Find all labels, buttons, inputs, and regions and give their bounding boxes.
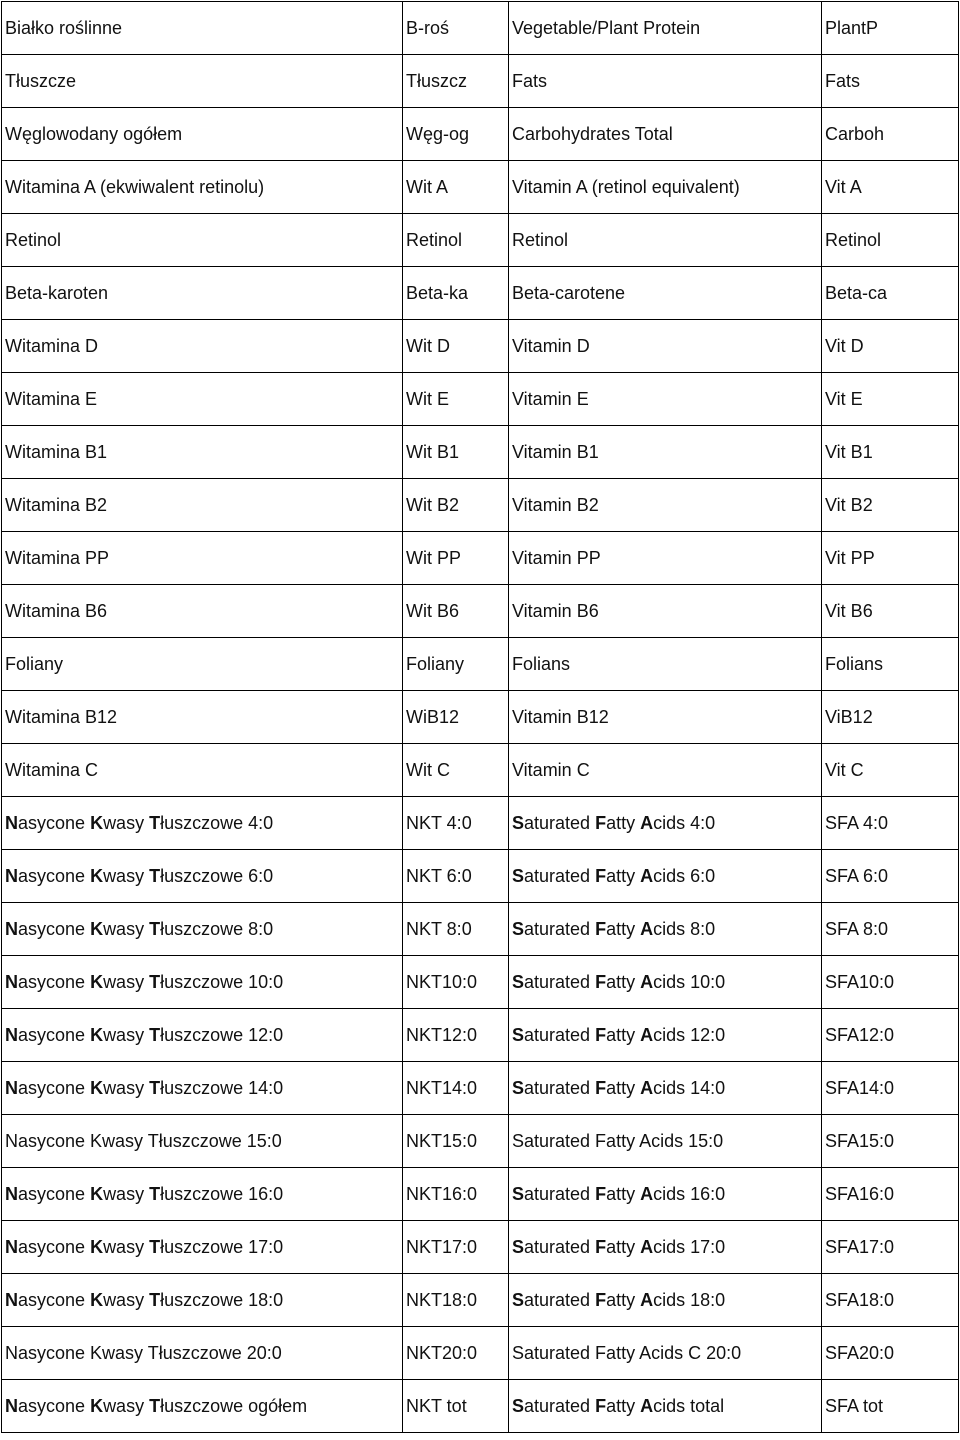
english-name-cell: Carbohydrates Total (509, 108, 822, 161)
polish-name-cell: Nasycone Kwasy Tłuszczowe 18:0 (2, 1274, 403, 1327)
polish-abbrev-cell: Foliany (403, 638, 509, 691)
english-abbrev-cell: SFA10:0 (822, 956, 959, 1009)
polish-abbrev-cell: B-roś (403, 2, 509, 55)
english-name-cell: Fats (509, 55, 822, 108)
polish-abbrev-cell: Retinol (403, 214, 509, 267)
polish-name-cell: Witamina B6 (2, 585, 403, 638)
polish-name-cell: Nasycone Kwasy Tłuszczowe 17:0 (2, 1221, 403, 1274)
polish-abbrev-cell: NKT17:0 (403, 1221, 509, 1274)
table-row (2, 426, 959, 479)
english-name-cell: Vitamin C (509, 744, 822, 797)
polish-name-cell: Witamina D (2, 320, 403, 373)
table-row (2, 691, 959, 744)
english-abbrev-cell: ViB12 (822, 691, 959, 744)
table-row (2, 1115, 959, 1168)
polish-name-cell: Nasycone Kwasy Tłuszczowe 6:0 (2, 850, 403, 903)
english-name-cell: Folians (509, 638, 822, 691)
english-name-cell: Beta-carotene (509, 267, 822, 320)
english-abbrev-cell: SFA 6:0 (822, 850, 959, 903)
english-abbrev-cell: Vit A (822, 161, 959, 214)
polish-name-cell: Węglowodany ogółem (2, 108, 403, 161)
polish-name-cell: Nasycone Kwasy Tłuszczowe 8:0 (2, 903, 403, 956)
english-name-cell: Saturated Fatty Acids 18:0 (509, 1274, 822, 1327)
english-name-cell: Saturated Fatty Acids 10:0 (509, 956, 822, 1009)
english-abbrev-cell: Vit B1 (822, 426, 959, 479)
table-row (2, 744, 959, 797)
english-abbrev-cell: Vit C (822, 744, 959, 797)
english-name-cell: Saturated Fatty Acids 4:0 (509, 797, 822, 850)
polish-name-cell: Witamina PP (2, 532, 403, 585)
table-row (2, 479, 959, 532)
english-name-cell: Vitamin PP (509, 532, 822, 585)
polish-abbrev-cell: NKT 4:0 (403, 797, 509, 850)
polish-abbrev-cell: NKT tot (403, 1380, 509, 1433)
polish-abbrev-cell: Wit E (403, 373, 509, 426)
table-row (2, 585, 959, 638)
english-name-cell: Vitamin A (retinol equivalent) (509, 161, 822, 214)
english-abbrev-cell: SFA20:0 (822, 1327, 959, 1380)
polish-name-cell: Białko roślinne (2, 2, 403, 55)
table-row (2, 850, 959, 903)
english-abbrev-cell: Retinol (822, 214, 959, 267)
polish-name-cell: Tłuszcze (2, 55, 403, 108)
table-row (2, 214, 959, 267)
polish-abbrev-cell: NKT16:0 (403, 1168, 509, 1221)
polish-name-cell: Nasycone Kwasy Tłuszczowe 15:0 (2, 1115, 403, 1168)
english-name-cell: Vitamin B1 (509, 426, 822, 479)
table-row (2, 373, 959, 426)
polish-abbrev-cell: Wit A (403, 161, 509, 214)
english-name-cell: Saturated Fatty Acids 12:0 (509, 1009, 822, 1062)
table-row (2, 956, 959, 1009)
english-name-cell: Vitamin B12 (509, 691, 822, 744)
english-abbrev-cell: SFA 4:0 (822, 797, 959, 850)
table-row (2, 320, 959, 373)
polish-name-cell: Nasycone Kwasy Tłuszczowe 10:0 (2, 956, 403, 1009)
english-abbrev-cell: SFA tot (822, 1380, 959, 1433)
english-name-cell: Saturated Fatty Acids 17:0 (509, 1221, 822, 1274)
table-row (2, 2, 959, 55)
english-abbrev-cell: SFA12:0 (822, 1009, 959, 1062)
polish-name-cell: Beta-karoten (2, 267, 403, 320)
polish-abbrev-cell: NKT18:0 (403, 1274, 509, 1327)
polish-name-cell: Nasycone Kwasy Tłuszczowe 20:0 (2, 1327, 403, 1380)
polish-abbrev-cell: Węg-og (403, 108, 509, 161)
table-row (2, 1274, 959, 1327)
polish-name-cell: Nasycone Kwasy Tłuszczowe 4:0 (2, 797, 403, 850)
table-row (2, 903, 959, 956)
english-name-cell: Vitamin B6 (509, 585, 822, 638)
table-row (2, 532, 959, 585)
table-row (2, 1062, 959, 1115)
english-name-cell: Saturated Fatty Acids 6:0 (509, 850, 822, 903)
polish-abbrev-cell: NKT 6:0 (403, 850, 509, 903)
table-row (2, 1380, 959, 1433)
english-abbrev-cell: Vit B6 (822, 585, 959, 638)
english-name-cell: Saturated Fatty Acids total (509, 1380, 822, 1433)
polish-abbrev-cell: NKT12:0 (403, 1009, 509, 1062)
polish-abbrev-cell: NKT15:0 (403, 1115, 509, 1168)
english-name-cell: Saturated Fatty Acids 14:0 (509, 1062, 822, 1115)
polish-name-cell: Witamina B12 (2, 691, 403, 744)
polish-name-cell: Witamina C (2, 744, 403, 797)
polish-abbrev-cell: Wit B2 (403, 479, 509, 532)
english-abbrev-cell: SFA15:0 (822, 1115, 959, 1168)
english-name-cell: Saturated Fatty Acids 8:0 (509, 903, 822, 956)
polish-abbrev-cell: NKT 8:0 (403, 903, 509, 956)
english-abbrev-cell: Folians (822, 638, 959, 691)
english-abbrev-cell: SFA17:0 (822, 1221, 959, 1274)
polish-abbrev-cell: NKT20:0 (403, 1327, 509, 1380)
polish-name-cell: Nasycone Kwasy Tłuszczowe 12:0 (2, 1009, 403, 1062)
english-abbrev-cell: SFA14:0 (822, 1062, 959, 1115)
english-abbrev-cell: SFA 8:0 (822, 903, 959, 956)
english-name-cell: Vitamin D (509, 320, 822, 373)
polish-abbrev-cell: Wit PP (403, 532, 509, 585)
polish-name-cell: Nasycone Kwasy Tłuszczowe ogółem (2, 1380, 403, 1433)
polish-abbrev-cell: NKT14:0 (403, 1062, 509, 1115)
english-name-cell: Retinol (509, 214, 822, 267)
polish-name-cell: Nasycone Kwasy Tłuszczowe 14:0 (2, 1062, 403, 1115)
english-abbrev-cell: Carboh (822, 108, 959, 161)
table-row (2, 797, 959, 850)
english-abbrev-cell: SFA16:0 (822, 1168, 959, 1221)
table-row (2, 267, 959, 320)
polish-name-cell: Foliany (2, 638, 403, 691)
english-abbrev-cell: Vit D (822, 320, 959, 373)
polish-name-cell: Witamina A (ekwiwalent retinolu) (2, 161, 403, 214)
polish-abbrev-cell: Wit B1 (403, 426, 509, 479)
polish-abbrev-cell: Beta-ka (403, 267, 509, 320)
english-name-cell: Vitamin E (509, 373, 822, 426)
polish-name-cell: Witamina B1 (2, 426, 403, 479)
english-abbrev-cell: Vit E (822, 373, 959, 426)
polish-name-cell: Witamina B2 (2, 479, 403, 532)
english-abbrev-cell: PlantP (822, 2, 959, 55)
polish-abbrev-cell: Wit C (403, 744, 509, 797)
table-row (2, 1221, 959, 1274)
table-row (2, 55, 959, 108)
english-abbrev-cell: Fats (822, 55, 959, 108)
english-name-cell: Saturated Fatty Acids C 20:0 (509, 1327, 822, 1380)
english-name-cell: Saturated Fatty Acids 16:0 (509, 1168, 822, 1221)
polish-abbrev-cell: WiB12 (403, 691, 509, 744)
table-row (2, 1009, 959, 1062)
polish-name-cell: Retinol (2, 214, 403, 267)
english-abbrev-cell: Vit B2 (822, 479, 959, 532)
english-name-cell: Vegetable/Plant Protein (509, 2, 822, 55)
table-row (2, 638, 959, 691)
table-row (2, 1168, 959, 1221)
polish-abbrev-cell: Wit B6 (403, 585, 509, 638)
polish-name-cell: Witamina E (2, 373, 403, 426)
nutrient-table-body (2, 2, 959, 1433)
polish-name-cell: Nasycone Kwasy Tłuszczowe 16:0 (2, 1168, 403, 1221)
english-abbrev-cell: Vit PP (822, 532, 959, 585)
english-name-cell: Vitamin B2 (509, 479, 822, 532)
nutrient-name-table (1, 1, 959, 1433)
polish-abbrev-cell: NKT10:0 (403, 956, 509, 1009)
table-row (2, 161, 959, 214)
polish-abbrev-cell: Wit D (403, 320, 509, 373)
english-abbrev-cell: SFA18:0 (822, 1274, 959, 1327)
english-name-cell: Saturated Fatty Acids 15:0 (509, 1115, 822, 1168)
polish-abbrev-cell: Tłuszcz (403, 55, 509, 108)
table-row (2, 1327, 959, 1380)
table-row (2, 108, 959, 161)
english-abbrev-cell: Beta-ca (822, 267, 959, 320)
